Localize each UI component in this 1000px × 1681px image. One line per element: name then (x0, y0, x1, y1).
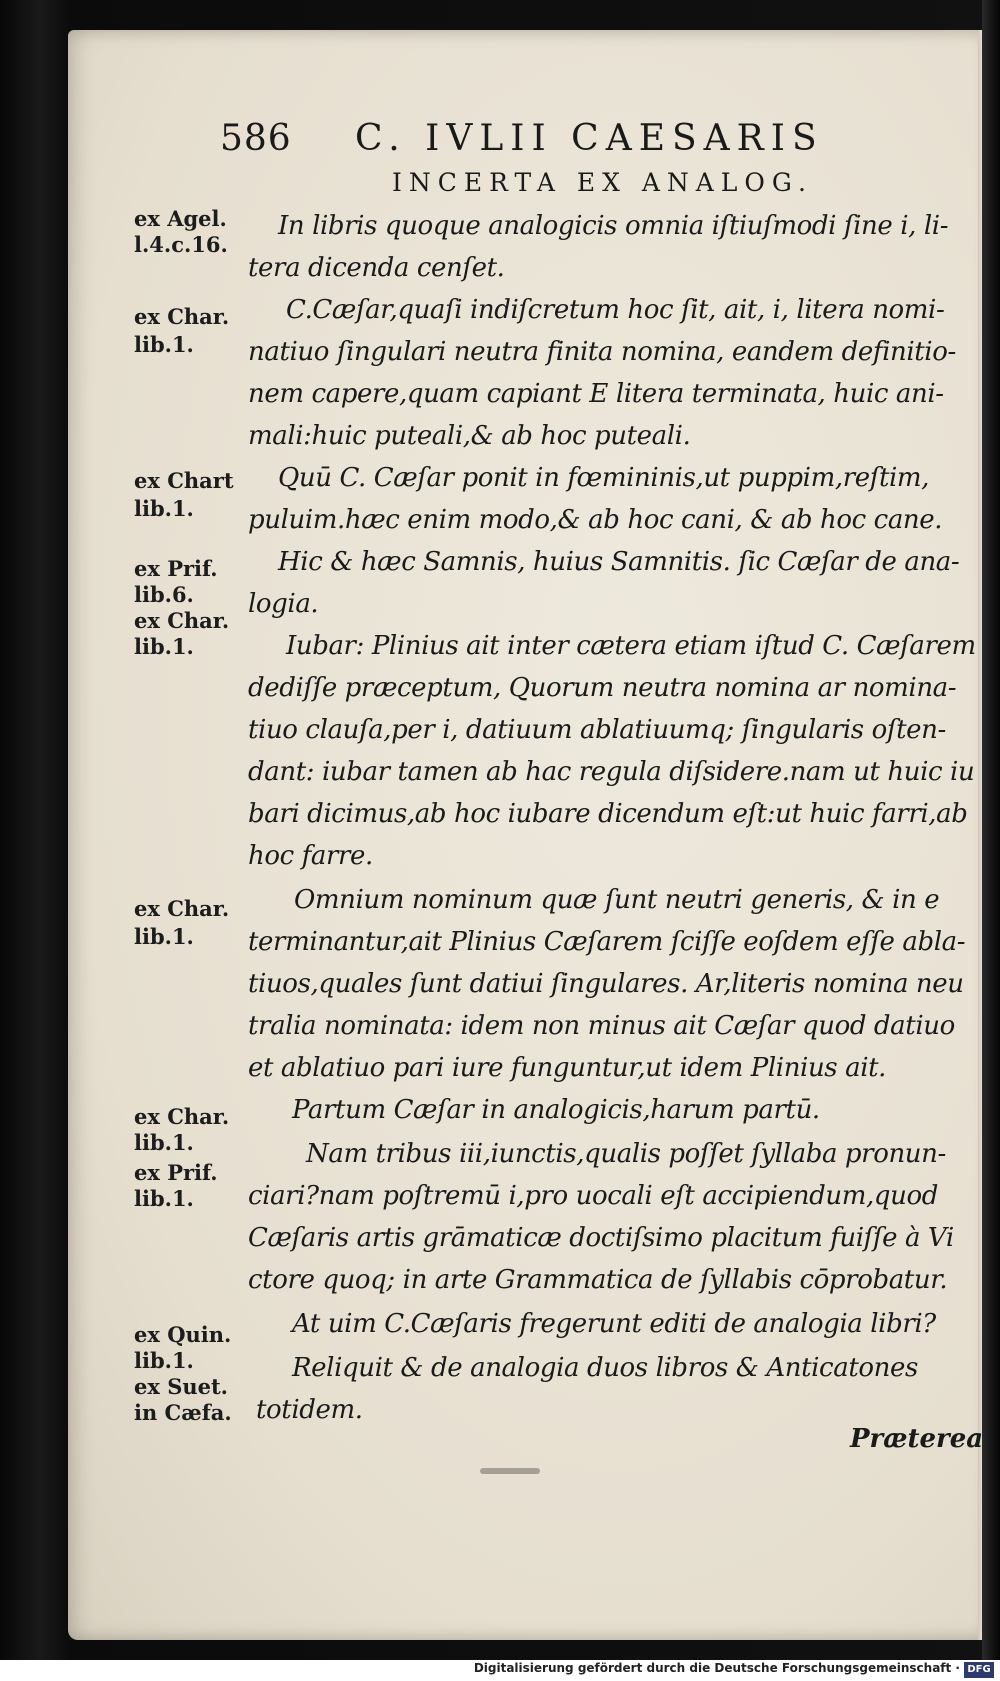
margin-note: lib.1. (134, 1130, 194, 1155)
margin-note: lib.1. (134, 332, 194, 357)
margin-note: ex Prif. (134, 556, 218, 581)
margin-note: ex Char. (134, 304, 230, 329)
margin-note: ex Chart (134, 468, 234, 493)
margin-note: in Cæfa. (134, 1400, 232, 1425)
body-line: Partum Cæſar in analogicis,harum partū. (292, 1095, 820, 1125)
body-line: mali:huic puteali,& ab hoc puteali. (248, 421, 691, 451)
body-line: Cæſaris artis grāmaticæ doctiſsimo placitum fuiſſe à Vi (248, 1223, 954, 1253)
digitization-credit: Digitalisierung gefördert durch die Deutsche Forschungsgemeinschaft · (473, 1661, 960, 1675)
dfg-logo: DFG (964, 1662, 994, 1678)
body-line: tralia nominata: idem non minus ait Cæſar quod datiuo (248, 1011, 955, 1041)
margin-note: ex Agel. (134, 206, 227, 231)
margin-note: lib.1. (134, 1186, 194, 1211)
body-line: ctore quoq; in arte Grammatica de ſyllabis cōprobatur. (248, 1265, 948, 1295)
margin-note: ex Quin. (134, 1322, 232, 1347)
body-line: Nam tribus iii,iunctis,qualis poſſet ſyllaba pronun- (306, 1139, 946, 1169)
body-line: ciari?nam poſtremū i,pro uocali eſt accipiendum,quod (248, 1181, 938, 1211)
body-line: natiuo ſingulari neutra finita nomina, eandem definitio- (248, 337, 956, 367)
margin-note: lib.1. (134, 924, 194, 949)
margin-note: lib.1. (134, 1348, 194, 1373)
section-heading: INCERTA EX ANALOG. (392, 168, 813, 197)
body-line: terminantur,ait Plinius Cæſarem ſciſſe eoſdem eſſe abla- (248, 927, 966, 957)
margin-note: lib.1. (134, 496, 194, 521)
body-line: At uim C.Cæſaris fregerunt editi de analogia libri? (292, 1309, 936, 1339)
running-title: C. IVLII CAESARIS (355, 118, 824, 159)
page-number: 586 (220, 118, 292, 159)
footer-bar (0, 1660, 1000, 1681)
body-line: logia. (248, 589, 319, 619)
body-line: dediſſe præceptum, Quorum neutra nomina ar nomina- (248, 673, 957, 703)
body-line: puluim.hæc enim modo,& ab hoc cani, & ab hoc cane. (248, 505, 943, 535)
margin-note: lib.6. (134, 582, 194, 607)
body-line: tera dicenda cenſet. (248, 253, 505, 283)
body-line: bari dicimus,ab hoc iubare dicendum eſt:ut huic farri,ab (248, 799, 968, 829)
margin-note: ex Char. (134, 1104, 230, 1129)
margin-note: ex Prif. (134, 1160, 218, 1185)
book-spine (982, 0, 1000, 1660)
ink-smudge (480, 1468, 540, 1474)
body-line: tiuos,quales ſunt datiui ſingulares. Ar,literis nomina neu (248, 969, 964, 999)
body-line: C.Cæſar,quaſi indiſcretum hoc ſit, ait, i, litera nomi- (286, 295, 945, 325)
catchword: Præterea (850, 1424, 984, 1454)
body-line: totidem. (256, 1395, 363, 1425)
margin-note: l.4.c.16. (134, 232, 228, 257)
body-line: In libris quoque analogicis omnia iſtiuſmodi ſine i, li- (278, 211, 949, 241)
body-line: Iubar: Plinius ait inter cætera etiam iſtud C. Cæſarem (286, 631, 976, 661)
margin-note: lib.1. (134, 634, 194, 659)
body-line: Hic & hæc Samnis, huius Samnitis. ſic Cæſar de ana- (278, 547, 960, 577)
body-line: Omnium nominum quæ ſunt neutri generis, & in e (294, 885, 940, 915)
body-line: hoc farre. (248, 841, 373, 871)
margin-note: ex Char. (134, 896, 230, 921)
body-line: Quū C. Cæſar ponit in fœmininis,ut puppim,reſtim, (278, 463, 930, 493)
body-line: tiuo clauſa,per i, datiuum ablatiuumq; ſingularis oſten- (248, 715, 946, 745)
body-line: nem capere,quam capiant E litera terminata, huic ani- (248, 379, 944, 409)
running-head (220, 118, 940, 166)
margin-note: ex Suet. (134, 1374, 228, 1399)
body-line: et ablatiuo pari iure funguntur,ut idem Plinius ait. (248, 1053, 887, 1083)
body-line: Reliquit & de analogia duos libros & Anticatones (292, 1353, 918, 1383)
body-line: dant: iubar tamen ab hac regula diſsidere.nam ut huic iu (248, 757, 975, 787)
margin-note: ex Char. (134, 608, 230, 633)
